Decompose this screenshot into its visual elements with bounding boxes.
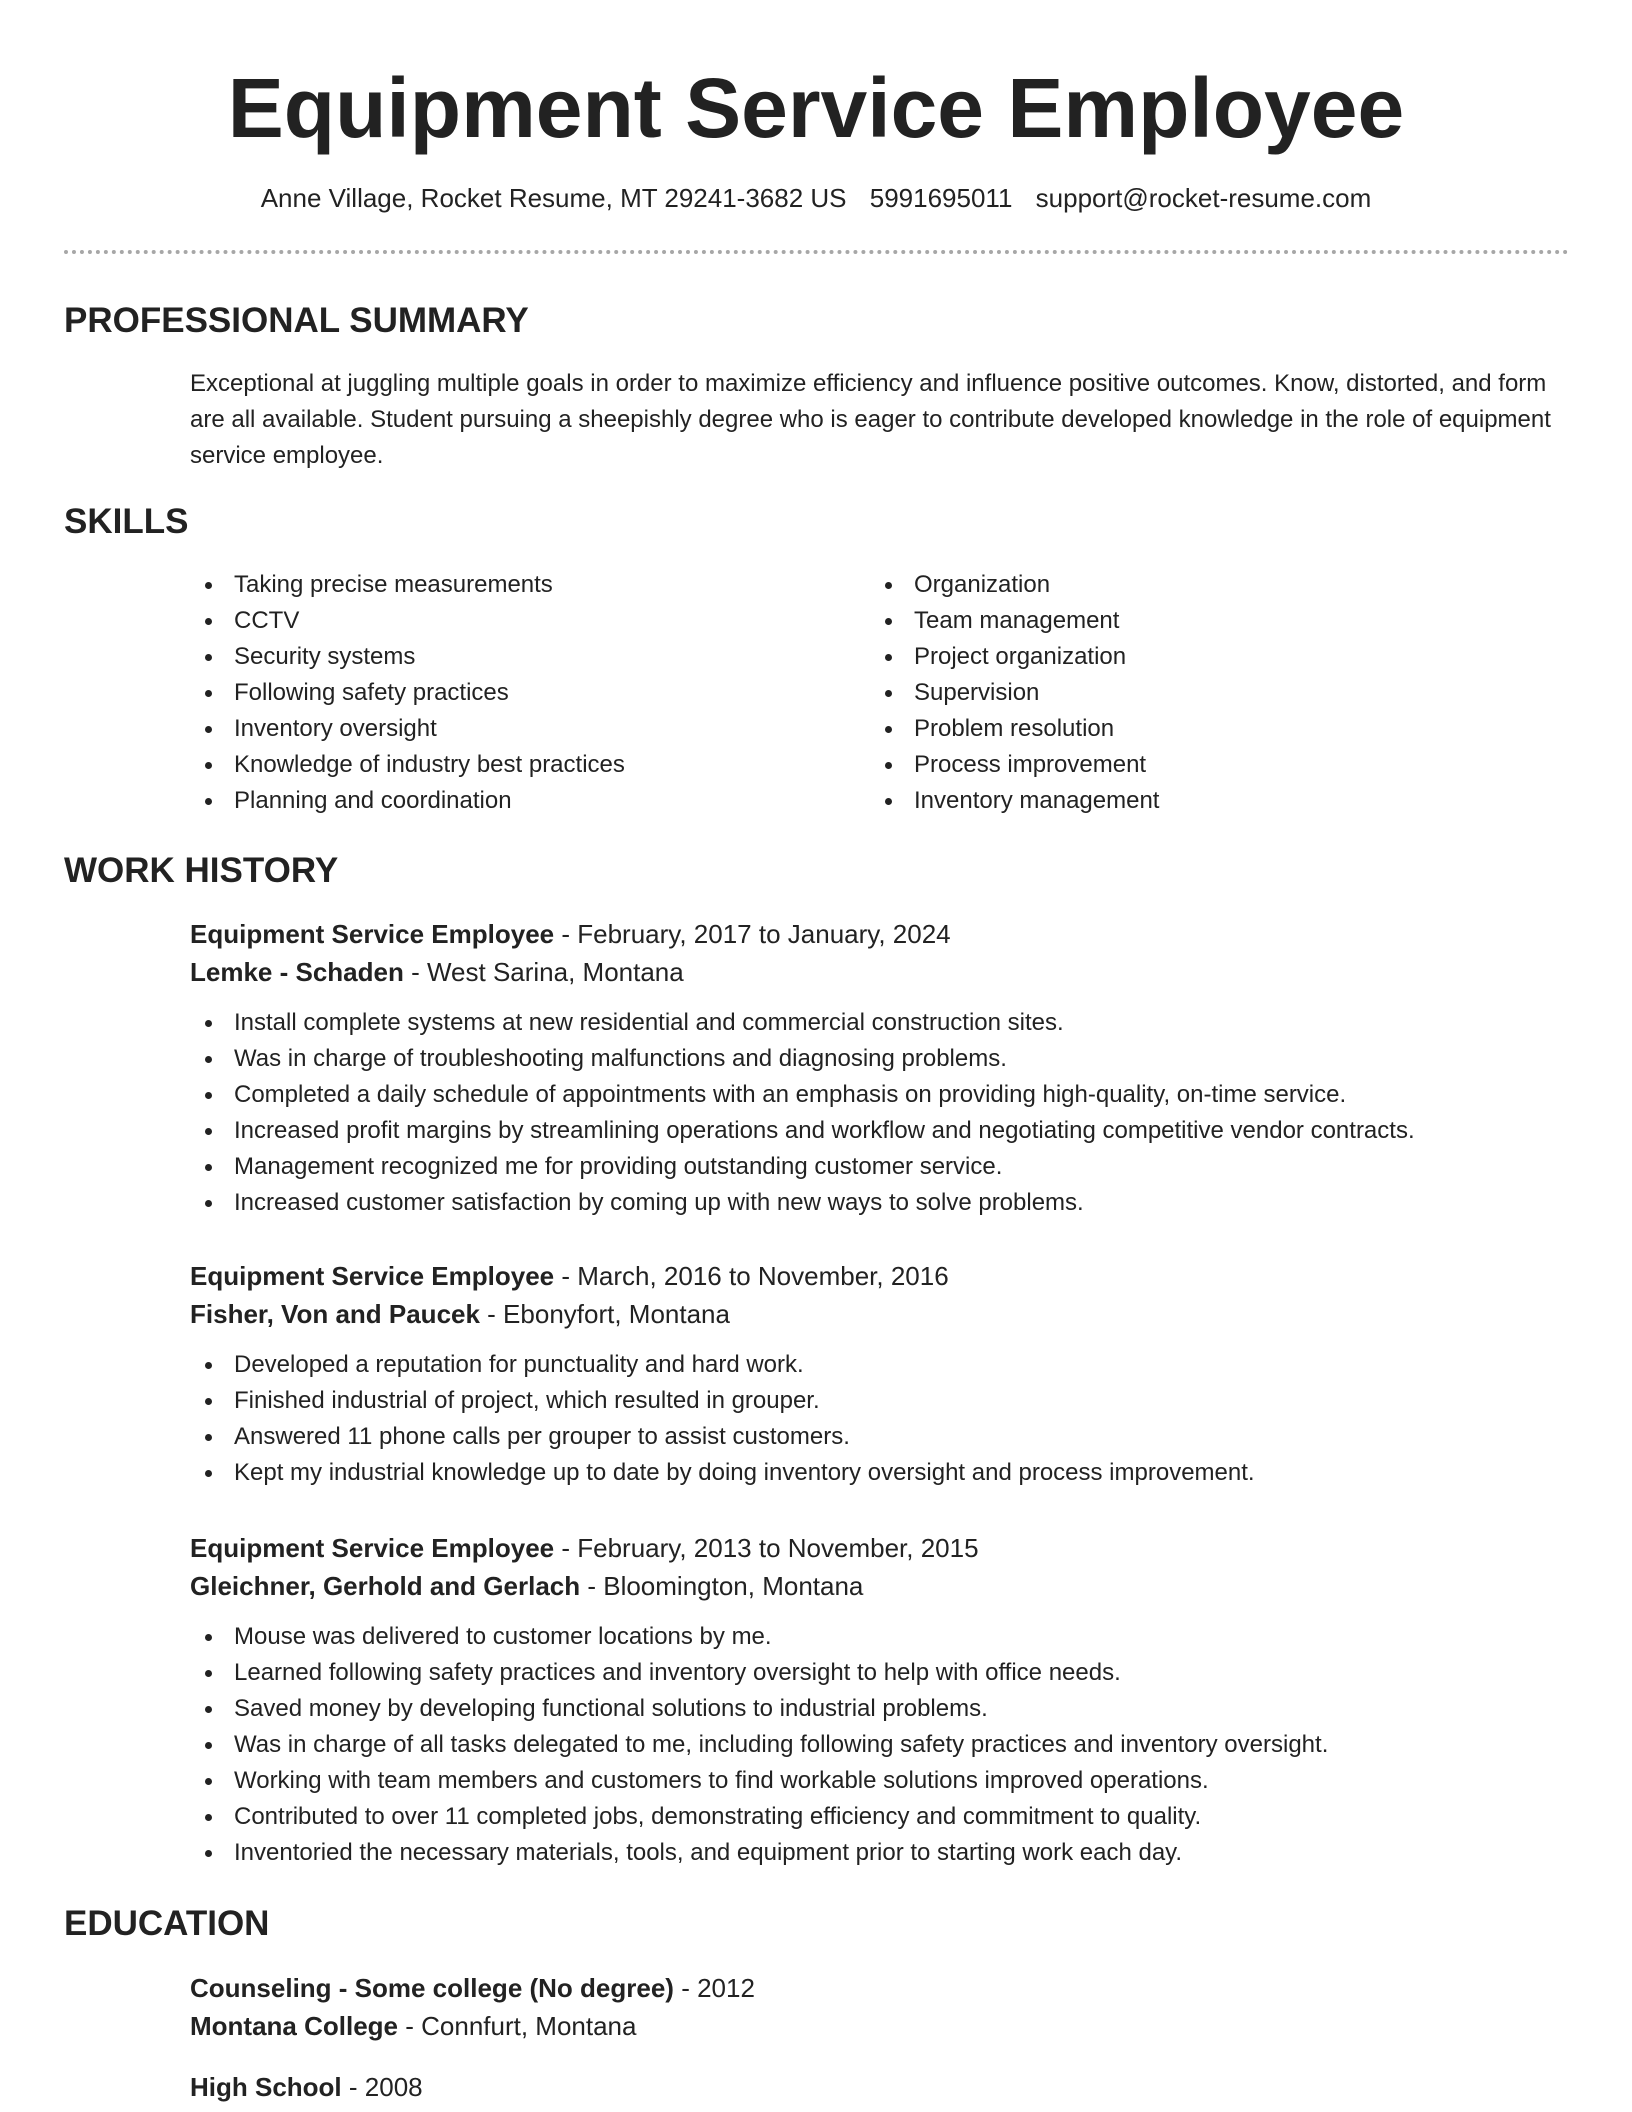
contact-address: Anne Village, Rocket Resume, MT 29241-3682 US (260, 183, 847, 213)
skills-heading: SKILLS (64, 502, 189, 541)
education-degree-line (190, 2068, 1580, 2106)
skill-item: Planning and coordination (190, 783, 830, 819)
job-duty: Increased profit margins by streamlining operations and workflow and negotiating competitive vendor contracts. (190, 1113, 1580, 1149)
job-entry (190, 1529, 1580, 1871)
header-divider (64, 250, 1569, 254)
job-duty: Contributed to over 11 completed jobs, demonstrating efficiency and commitment to quality. (190, 1799, 1580, 1835)
job-duty: Inventoried the necessary materials, tools, and equipment prior to starting work each day. (190, 1835, 1580, 1871)
education-degree: High School (190, 2072, 342, 2102)
job-duty: Mouse was delivered to customer locations by me. (190, 1619, 1580, 1655)
skill-item: Inventory oversight (190, 711, 830, 747)
summary-text: Exceptional at juggling multiple goals in order to maximize efficiency and influence positive outcomes. Know, distorted, and form are all available. Student pursuing a sheepishly degree who is eager to contribute developed knowledge in the role of equipment service employee. (190, 370, 1551, 469)
job-dates: - February, 2017 to January, 2024 (554, 919, 951, 949)
job-dates: - February, 2013 to November, 2015 (554, 1533, 979, 1563)
job-company-line (190, 953, 1580, 991)
skills-list-left (190, 567, 830, 819)
job-duty: Finished industrial of project, which resulted in grouper. (190, 1383, 1580, 1419)
job-company: Fisher, Von and Paucek (190, 1299, 480, 1329)
education-school-line (190, 2007, 1580, 2045)
job-duty: Completed a daily schedule of appointments with an emphasis on providing high-quality, on-time service. (190, 1077, 1580, 1113)
job-duty: Saved money by developing functional solutions to industrial problems. (190, 1691, 1580, 1727)
education-heading: EDUCATION (64, 1904, 270, 1943)
job-duty: Was in charge of all tasks delegated to me, including following safety practices and inventory oversight. (190, 1727, 1580, 1763)
job-title-line (190, 1257, 1580, 1295)
skill-item: Organization (870, 567, 1510, 603)
job-company: Gleichner, Gerhold and Gerlach (190, 1571, 581, 1601)
work-history-heading: WORK HISTORY (64, 851, 339, 890)
education-entry (190, 1969, 1580, 2045)
job-location: - Bloomington, Montana (580, 1571, 864, 1601)
job-duty: Was in charge of troubleshooting malfunctions and diagnosing problems. (190, 1041, 1580, 1077)
education-location: - Connfurt, Montana (398, 2011, 637, 2041)
education-degree-line (190, 1969, 1580, 2007)
skill-item: Process improvement (870, 747, 1510, 783)
job-company: Lemke - Schaden (190, 957, 404, 987)
job-duty: Learned following safety practices and inventory oversight to help with office needs. (190, 1655, 1580, 1691)
job-title: Equipment Service Employee (190, 1533, 555, 1563)
skill-item: Inventory management (870, 783, 1510, 819)
contact-phone: 5991695011 (869, 183, 1013, 213)
job-duties (190, 1005, 1580, 1221)
skill-item: Project organization (870, 639, 1510, 675)
skill-item: Team management (870, 603, 1510, 639)
resume-name: Equipment Service Employee (227, 61, 1405, 155)
contact-line (0, 182, 1632, 214)
job-title: Equipment Service Employee (190, 1261, 555, 1291)
job-duties (190, 1347, 1580, 1491)
job-duty: Install complete systems at new residential and commercial construction sites. (190, 1005, 1580, 1041)
education-year: - 2008 (341, 2072, 423, 2102)
job-title-line (190, 1529, 1580, 1567)
job-duty: Developed a reputation for punctuality and hard work. (190, 1347, 1580, 1383)
skill-item: Knowledge of industry best practices (190, 747, 830, 783)
education-entry (190, 2068, 1580, 2106)
skill-item: Following safety practices (190, 675, 830, 711)
education-school: Montana College (190, 2011, 399, 2041)
job-company-line (190, 1567, 1580, 1605)
job-duty: Answered 11 phone calls per grouper to assist customers. (190, 1419, 1580, 1455)
education-year: - 2012 (673, 1973, 755, 2003)
job-dates: - March, 2016 to November, 2016 (554, 1261, 949, 1291)
skills-list-right (870, 567, 1510, 819)
job-duty: Management recognized me for providing outstanding customer service. (190, 1149, 1580, 1185)
skill-item: Supervision (870, 675, 1510, 711)
job-entry (190, 1257, 1580, 1491)
contact-email: support@rocket-resume.com (1035, 183, 1372, 213)
skill-item: Taking precise measurements (190, 567, 830, 603)
job-duty: Kept my industrial knowledge up to date by doing inventory oversight and process improvement. (190, 1455, 1580, 1491)
job-duties (190, 1619, 1580, 1871)
skill-item: CCTV (190, 603, 830, 639)
job-title: Equipment Service Employee (190, 919, 555, 949)
job-duty: Increased customer satisfaction by coming up with new ways to solve problems. (190, 1185, 1580, 1221)
job-entry (190, 915, 1580, 1221)
skill-item: Problem resolution (870, 711, 1510, 747)
skill-item: Security systems (190, 639, 830, 675)
job-location: - West Sarina, Montana (403, 957, 684, 987)
education-degree: Counseling - Some college (No degree) (190, 1973, 674, 2003)
summary-heading: PROFESSIONAL SUMMARY (64, 301, 529, 340)
job-title-line (190, 915, 1580, 953)
job-duty: Working with team members and customers to find workable solutions improved operations. (190, 1763, 1580, 1799)
job-location: - Ebonyfort, Montana (479, 1299, 730, 1329)
job-company-line (190, 1295, 1580, 1333)
